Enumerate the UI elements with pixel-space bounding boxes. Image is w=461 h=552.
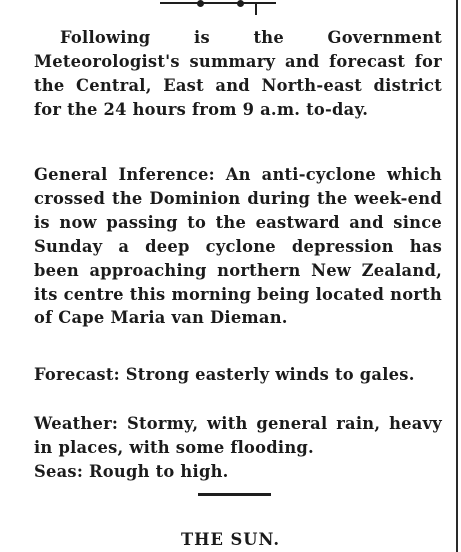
- next-article-heading: THE SUN.: [180, 530, 281, 549]
- column-edge-rule: [456, 0, 458, 552]
- top-rule-tick: [255, 4, 257, 15]
- general-inference-paragraph: General Inference: An anti-cyclone which crossed the Dominion during the week-end is now passing to the eastward and since Sunday a deep cyclone depression has been approaching northern New Zealand, its centre this morning being located north of Cape Maria van Dieman.: [34, 165, 442, 328]
- top-rule-right-ornament: [237, 0, 244, 7]
- forecast-paragraph: Forecast: Strong easterly winds to gales.: [34, 365, 415, 384]
- section-divider-rule: [198, 493, 271, 496]
- weather-paragraph: Weather: Stormy, with general rain, heavy in places, with some flooding.: [34, 414, 442, 457]
- seas-paragraph: Seas: Rough to high.: [34, 462, 229, 481]
- intro-paragraph: Following is the Government Meteorologist's summary and forecast for the Central, East and North-east district for the 24 hours from 9 a.m. to-day.: [34, 28, 442, 119]
- top-ornamental-rule: [160, 2, 276, 4]
- top-rule-left-ornament: [197, 0, 204, 7]
